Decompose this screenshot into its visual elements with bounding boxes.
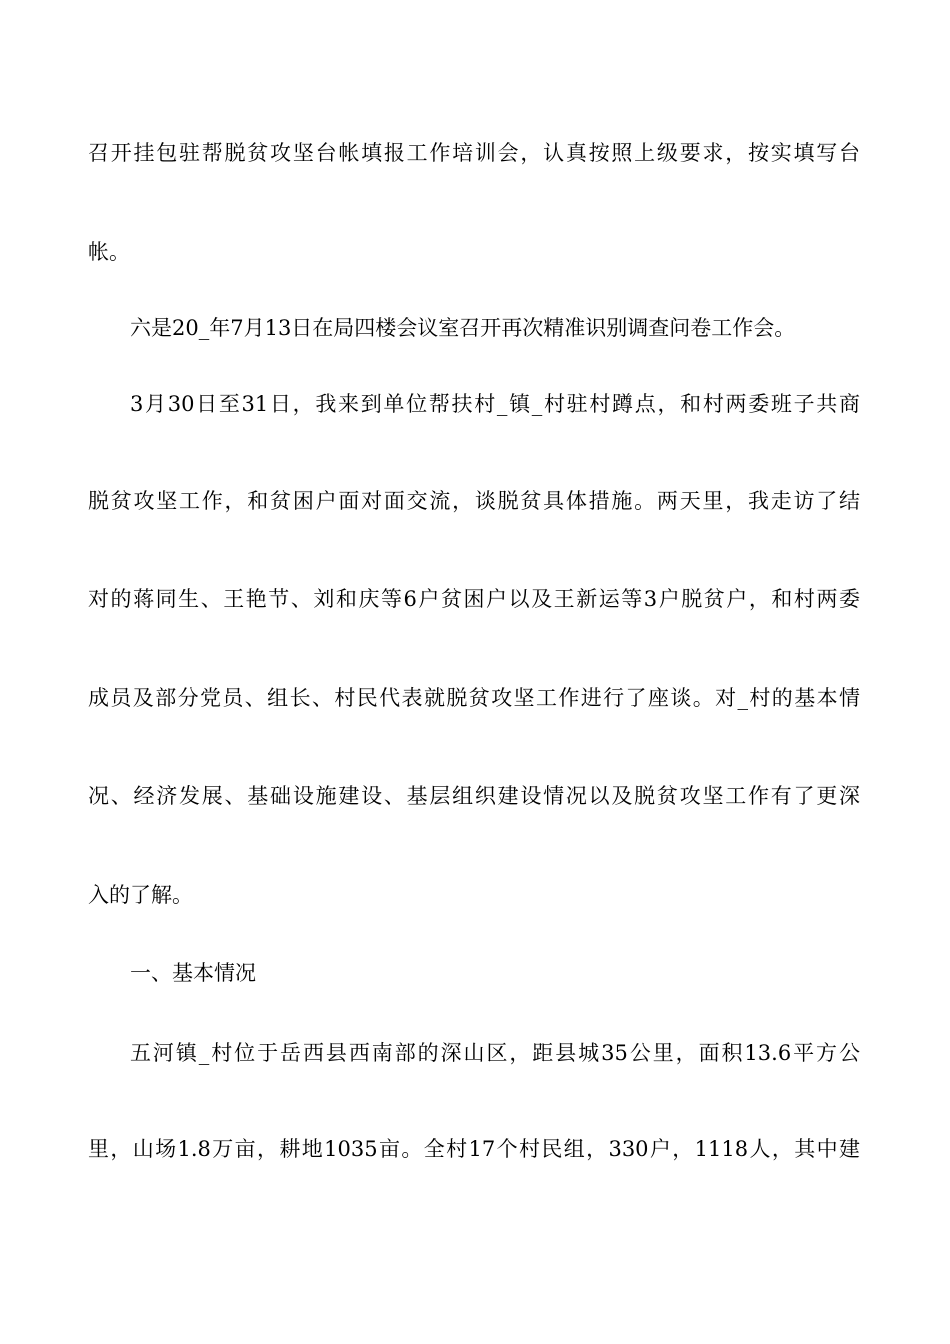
paragraph-line-12: 里，山场1.8万亩，耕地1035亩。全村17个村民组，330户，1118人，其中建 (88, 1137, 860, 1161)
paragraph-line-1: 召开挂包驻帮脱贫攻坚台帐填报工作培训会，认真按照上级要求，按实填写台 (88, 141, 860, 165)
paragraph-line-7: 成员及部分党员、组长、村民代表就脱贫攻坚工作进行了座谈。对_村的基本情 (88, 686, 860, 710)
paragraph-line-11: 五河镇_村位于岳西县西南部的深山区，距县城35公里，面积13.6平方公 (130, 1041, 860, 1065)
paragraph-line-6: 对的蒋同生、王艳节、刘和庆等6户贫困户以及王新运等3户脱贫户，和村两委 (88, 587, 860, 611)
paragraph-line-5: 脱贫攻坚工作，和贫困户面对面交流，谈脱贫具体措施。两天里，我走访了结 (88, 489, 860, 513)
paragraph-line-9: 入的了解。 (88, 883, 193, 907)
paragraph-line-8: 况、经济发展、基础设施建设、基层组织建设情况以及脱贫攻坚工作有了更深 (88, 784, 860, 808)
paragraph-line-4: 3月30日至31日，我来到单位帮扶村_镇_村驻村蹲点，和村两委班子共商 (130, 392, 860, 416)
paragraph-line-3: 六是20_年7月13日在局四楼会议室召开再次精准识别调查问卷工作会。 (130, 316, 796, 340)
paragraph-line-2: 帐。 (88, 240, 130, 264)
section-heading: 一、基本情况 (130, 961, 256, 985)
